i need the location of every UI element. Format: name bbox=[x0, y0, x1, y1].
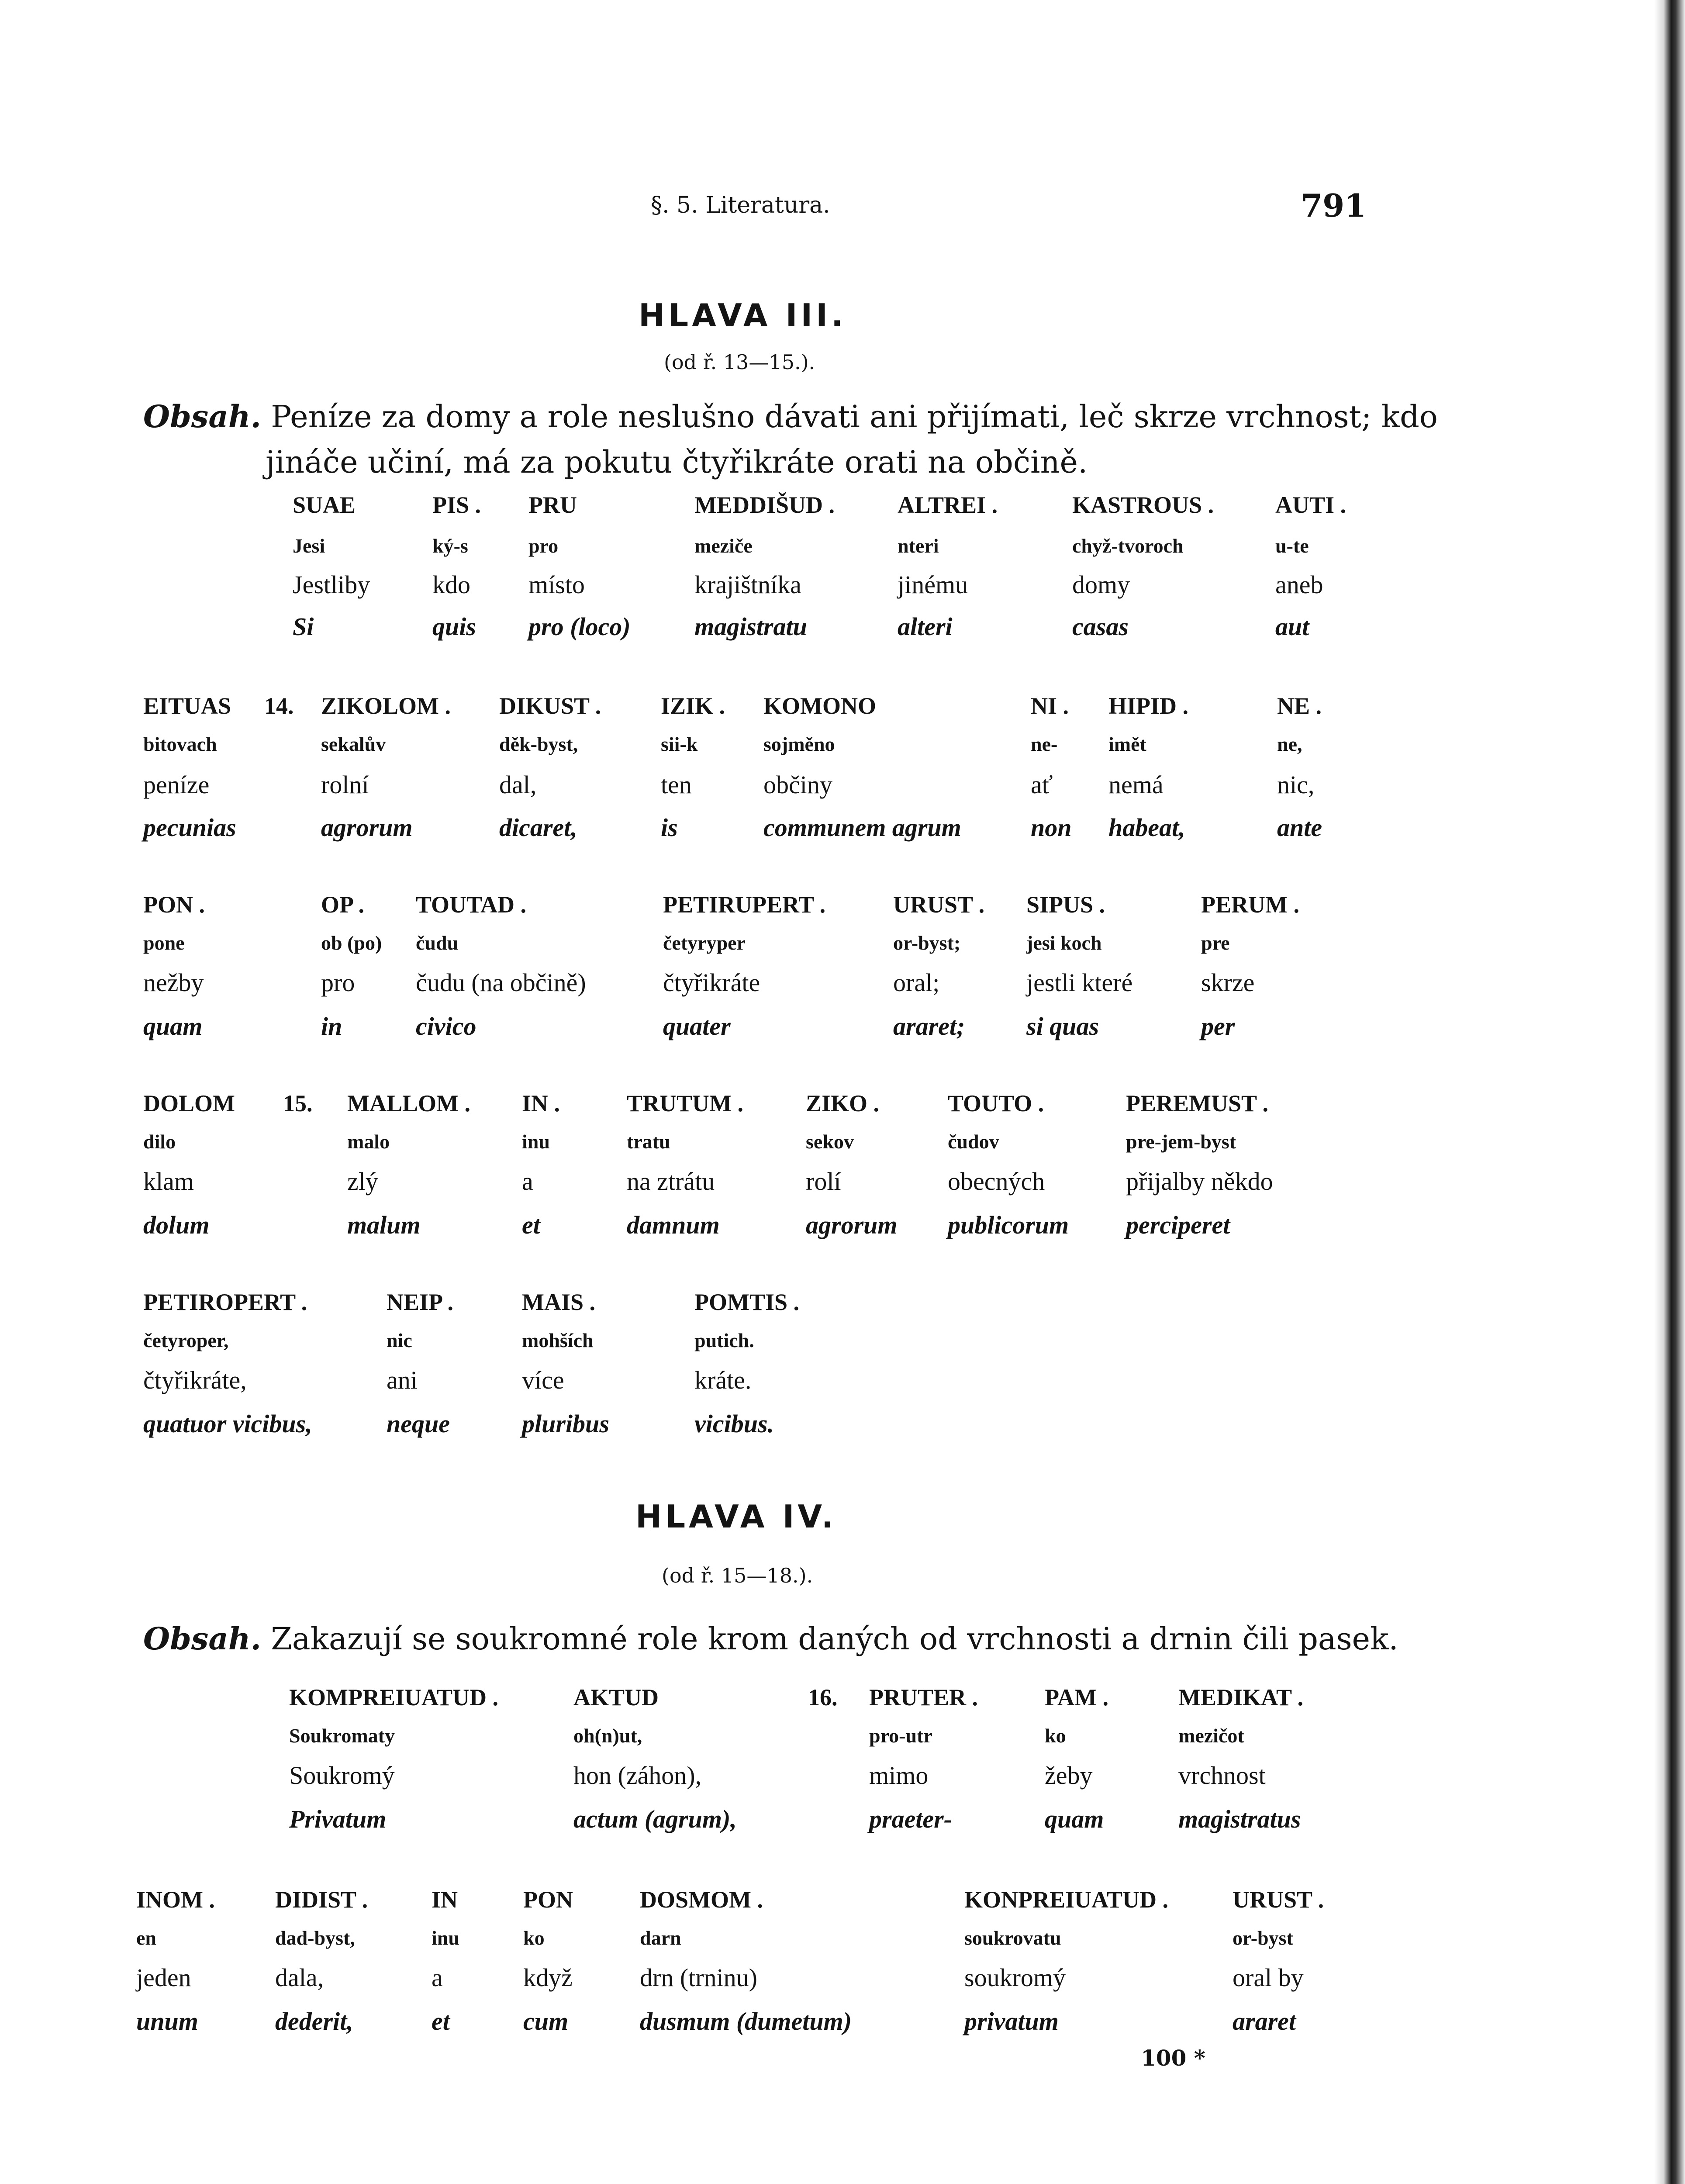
oscan-word: KONPREIUATUD . bbox=[964, 1887, 1169, 1913]
oscan-word: PERUM . bbox=[1201, 892, 1299, 918]
oscan-word: PON bbox=[523, 1887, 573, 1913]
oscan-word: PAM . bbox=[1045, 1684, 1108, 1711]
old-slavic-word: inu bbox=[522, 1130, 550, 1153]
latin-word: quater bbox=[663, 1012, 731, 1040]
oscan-word: EITUAS bbox=[143, 693, 231, 719]
latin-word: quatuor vicibus, bbox=[143, 1410, 312, 1438]
latin-word: Privatum bbox=[289, 1805, 387, 1833]
oscan-word: NE . bbox=[1277, 693, 1322, 719]
czech-word: drn (trninu) bbox=[640, 1963, 757, 1992]
czech-word: zlý bbox=[347, 1167, 378, 1196]
latin-word: praeter- bbox=[869, 1805, 953, 1833]
oscan-word: KASTROUS . bbox=[1072, 492, 1214, 518]
czech-word: ať bbox=[1031, 771, 1053, 799]
old-slavic-word: ko bbox=[523, 1927, 545, 1949]
latin-word: malum bbox=[347, 1211, 421, 1239]
czech-word: nic, bbox=[1277, 771, 1315, 799]
latin-word: araret; bbox=[893, 1012, 965, 1040]
latin-word: ante bbox=[1277, 813, 1322, 842]
oscan-word: SIPUS . bbox=[1026, 892, 1105, 918]
latin-word: agrorum bbox=[806, 1211, 898, 1239]
latin-word: in bbox=[321, 1012, 342, 1040]
czech-word: a bbox=[522, 1167, 533, 1196]
old-slavic-word: mohších bbox=[522, 1329, 594, 1351]
summary-line: Peníze za domy a role neslušno dávati ani přijímati, leč skrze vrchnost; kdo bbox=[271, 399, 1438, 435]
old-slavic-word: nic bbox=[387, 1329, 412, 1351]
old-slavic-word: pre-jem-byst bbox=[1126, 1130, 1236, 1153]
latin-word: alteri bbox=[898, 612, 953, 641]
latin-word: magistratus bbox=[1178, 1805, 1301, 1833]
old-slavic-word: malo bbox=[347, 1130, 390, 1153]
czech-word: soukromý bbox=[964, 1963, 1066, 1992]
latin-word: damnum bbox=[627, 1211, 720, 1239]
old-slavic-word: jesi koch bbox=[1026, 932, 1102, 954]
oscan-word: HIPID . bbox=[1108, 693, 1189, 719]
old-slavic-word: soukrovatu bbox=[964, 1927, 1061, 1949]
latin-word: quam bbox=[1045, 1805, 1104, 1833]
latin-word: aut bbox=[1275, 612, 1309, 641]
oscan-word: DIKUST . bbox=[499, 693, 601, 719]
czech-word: nežby bbox=[143, 968, 204, 997]
old-slavic-word: chyž-tvoroch bbox=[1072, 535, 1184, 557]
latin-word: privatum bbox=[964, 2007, 1059, 2035]
latin-word: Si bbox=[293, 612, 314, 641]
latin-word: publicorum bbox=[948, 1211, 1069, 1239]
latin-word: et bbox=[432, 2007, 450, 2035]
oscan-word: IN bbox=[432, 1887, 458, 1913]
summary-label: Obsah. bbox=[143, 1621, 261, 1657]
old-slavic-word: pone bbox=[143, 932, 185, 954]
czech-word: Soukromý bbox=[289, 1761, 395, 1790]
latin-word: perciperet bbox=[1126, 1211, 1230, 1239]
old-slavic-word: en bbox=[136, 1927, 156, 1949]
czech-word: hon (záhon), bbox=[573, 1761, 702, 1790]
old-slavic-word: oh(n)ut, bbox=[573, 1724, 642, 1747]
chapter-title: HLAVA IV. bbox=[635, 1498, 837, 1535]
latin-word: communem agrum bbox=[763, 813, 961, 842]
line-number: 16. bbox=[808, 1684, 838, 1711]
czech-word: dal, bbox=[499, 771, 537, 799]
old-slavic-word: u-te bbox=[1275, 535, 1309, 557]
czech-word: čtyřikráte bbox=[663, 968, 760, 997]
chapter-summary bbox=[143, 394, 1438, 439]
latin-word: agrorum bbox=[321, 813, 413, 842]
old-slavic-word: četyryper bbox=[663, 932, 746, 954]
summary-line: Zakazují se soukromné role krom daných od vrchnosti a drnin čili pasek. bbox=[271, 1621, 1398, 1657]
latin-word: si quas bbox=[1026, 1012, 1099, 1040]
latin-word: dolum bbox=[143, 1211, 210, 1239]
czech-word: čudu (na občině) bbox=[416, 968, 586, 997]
old-slavic-word: sojměno bbox=[763, 733, 835, 755]
czech-word: peníze bbox=[143, 771, 210, 799]
czech-word: přijalby někdo bbox=[1126, 1167, 1273, 1196]
czech-word: nemá bbox=[1108, 771, 1164, 799]
old-slavic-word: ob (po) bbox=[321, 932, 382, 954]
old-slavic-word: čudov bbox=[948, 1130, 999, 1153]
czech-word: na ztrátu bbox=[627, 1167, 715, 1196]
old-slavic-word: dilo bbox=[143, 1130, 176, 1153]
czech-word: klam bbox=[143, 1167, 194, 1196]
oscan-word: PETIRUPERT . bbox=[663, 892, 826, 918]
czech-word: vrchnost bbox=[1178, 1761, 1266, 1790]
czech-word: když bbox=[523, 1963, 573, 1992]
old-slavic-word: putich. bbox=[694, 1329, 754, 1351]
old-slavic-word: meziče bbox=[694, 535, 753, 557]
oscan-word: PETIROPERT . bbox=[143, 1289, 307, 1315]
czech-word: obecných bbox=[948, 1167, 1045, 1196]
czech-word: krajištníka bbox=[694, 570, 801, 599]
latin-word: araret bbox=[1233, 2007, 1296, 2035]
chapter-title: HLAVA III. bbox=[639, 297, 847, 334]
running-head: §. 5. Literatura. bbox=[651, 192, 830, 218]
oscan-word: ZIKOLOM . bbox=[321, 693, 451, 719]
old-slavic-word: četyroper, bbox=[143, 1329, 229, 1351]
czech-word: rolní bbox=[321, 771, 369, 799]
latin-word: magistratu bbox=[694, 612, 807, 641]
czech-word: jeden bbox=[136, 1963, 191, 1992]
old-slavic-word: ne- bbox=[1031, 733, 1058, 755]
old-slavic-word: or-byst; bbox=[893, 932, 961, 954]
oscan-word: MALLOM . bbox=[347, 1090, 470, 1116]
old-slavic-word: inu bbox=[432, 1927, 459, 1949]
latin-word: vicibus. bbox=[694, 1410, 774, 1438]
old-slavic-word: sekov bbox=[806, 1130, 854, 1153]
oscan-word: POMTIS . bbox=[694, 1289, 800, 1315]
oscan-word: NI . bbox=[1031, 693, 1069, 719]
czech-word: jinému bbox=[898, 570, 968, 599]
latin-word: casas bbox=[1072, 612, 1129, 641]
page-edge-shadow bbox=[1654, 0, 1685, 2184]
old-slavic-word: pro bbox=[528, 535, 559, 557]
oscan-word: MEDDIŠUD . bbox=[694, 492, 835, 518]
old-slavic-word: ne, bbox=[1277, 733, 1302, 755]
chapter-range: (od ř. 15—18.). bbox=[662, 1564, 813, 1587]
oscan-word: OP . bbox=[321, 892, 365, 918]
latin-word: non bbox=[1031, 813, 1072, 842]
czech-word: občiny bbox=[763, 771, 832, 799]
oscan-word: IN . bbox=[522, 1090, 560, 1116]
oscan-word: PEREMUST . bbox=[1126, 1090, 1269, 1116]
czech-word: kráte. bbox=[694, 1366, 752, 1394]
latin-word: quam bbox=[143, 1012, 203, 1040]
latin-word: pecunias bbox=[143, 813, 236, 842]
oscan-word: DOLOM bbox=[143, 1090, 235, 1116]
oscan-word: KOMPREIUATUD . bbox=[289, 1684, 498, 1711]
oscan-word: SUAE bbox=[293, 492, 356, 518]
oscan-word: URUST . bbox=[893, 892, 985, 918]
signature-mark: 100 * bbox=[1141, 2045, 1205, 2071]
old-slavic-word: čudu bbox=[416, 932, 459, 954]
czech-word: skrze bbox=[1201, 968, 1255, 997]
czech-word: domy bbox=[1072, 570, 1130, 599]
chapter-summary bbox=[143, 1616, 1398, 1662]
old-slavic-word: děk-byst, bbox=[499, 733, 578, 755]
oscan-word: AUTI . bbox=[1275, 492, 1347, 518]
old-slavic-word: nteri bbox=[898, 535, 939, 557]
oscan-word: NEIP . bbox=[387, 1289, 454, 1315]
oscan-word: PRUTER . bbox=[869, 1684, 978, 1711]
oscan-word: KOMONO bbox=[763, 693, 876, 719]
old-slavic-word: ko bbox=[1045, 1724, 1066, 1747]
latin-word: dusmum (dumetum) bbox=[640, 2007, 852, 2035]
oscan-word: ZIKO . bbox=[806, 1090, 880, 1116]
latin-word: pro (loco) bbox=[528, 612, 631, 641]
old-slavic-word: sekalův bbox=[321, 733, 386, 755]
oscan-word: PIS . bbox=[432, 492, 481, 518]
page-number: 791 bbox=[1301, 187, 1367, 224]
latin-word: et bbox=[522, 1211, 540, 1239]
latin-word: dederit, bbox=[275, 2007, 353, 2035]
latin-word: per bbox=[1201, 1012, 1235, 1040]
old-slavic-word: mezičot bbox=[1178, 1724, 1244, 1747]
latin-word: civico bbox=[416, 1012, 476, 1040]
latin-word: pluribus bbox=[522, 1410, 609, 1438]
czech-word: Jestliby bbox=[293, 570, 370, 599]
czech-word: aneb bbox=[1275, 570, 1323, 599]
latin-word: quis bbox=[432, 612, 476, 641]
czech-word: žeby bbox=[1045, 1761, 1093, 1790]
czech-word: mimo bbox=[869, 1761, 929, 1790]
latin-word: dicaret, bbox=[499, 813, 577, 842]
oscan-word: TOUTO . bbox=[948, 1090, 1044, 1116]
oscan-word: TRUTUM . bbox=[627, 1090, 743, 1116]
latin-word: habeat, bbox=[1108, 813, 1185, 842]
old-slavic-word: Jesi bbox=[293, 535, 325, 557]
old-slavic-word: ký-s bbox=[432, 535, 468, 557]
czech-word: dala, bbox=[275, 1963, 324, 1992]
old-slavic-word: dad-byst, bbox=[275, 1927, 355, 1949]
latin-word: unum bbox=[136, 2007, 198, 2035]
old-slavic-word: imět bbox=[1108, 733, 1146, 755]
oscan-word: MEDIKAT . bbox=[1178, 1684, 1304, 1711]
old-slavic-word: bitovach bbox=[143, 733, 217, 755]
czech-word: kdo bbox=[432, 570, 470, 599]
old-slavic-word: tratu bbox=[627, 1130, 670, 1153]
latin-word: actum (agrum), bbox=[573, 1805, 737, 1833]
czech-word: ten bbox=[661, 771, 692, 799]
oscan-word: AKTUD bbox=[573, 1684, 659, 1711]
latin-word: neque bbox=[387, 1410, 450, 1438]
latin-word: is bbox=[661, 813, 678, 842]
oscan-word: ALTREI . bbox=[898, 492, 998, 518]
oscan-word: TOUTAD . bbox=[416, 892, 527, 918]
oscan-word: PRU bbox=[528, 492, 577, 518]
oscan-word: DIDIST . bbox=[275, 1887, 368, 1913]
czech-word: a bbox=[432, 1963, 443, 1992]
oscan-word: URUST . bbox=[1233, 1887, 1324, 1913]
old-slavic-word: Soukromaty bbox=[289, 1724, 395, 1747]
summary-label: Obsah. bbox=[143, 398, 261, 435]
old-slavic-word: pre bbox=[1201, 932, 1230, 954]
old-slavic-word: pro-utr bbox=[869, 1724, 932, 1747]
oscan-word: IZIK . bbox=[661, 693, 725, 719]
oscan-word: INOM . bbox=[136, 1887, 215, 1913]
summary-line: jináče učiní, má za pokutu čtyřikráte orati na občině. bbox=[266, 444, 1088, 480]
old-slavic-word: darn bbox=[640, 1927, 681, 1949]
czech-word: místo bbox=[528, 570, 585, 599]
czech-word: jestli které bbox=[1026, 968, 1133, 997]
old-slavic-word: or-byst bbox=[1233, 1927, 1293, 1949]
czech-word: čtyřikráte, bbox=[143, 1366, 247, 1394]
czech-word: více bbox=[522, 1366, 564, 1394]
line-number: 15. bbox=[283, 1090, 313, 1116]
old-slavic-word: sii-k bbox=[661, 733, 698, 755]
oscan-word: MAIS . bbox=[522, 1289, 596, 1315]
czech-word: rolí bbox=[806, 1167, 841, 1196]
czech-word: oral; bbox=[893, 968, 940, 997]
latin-word: cum bbox=[523, 2007, 569, 2035]
oscan-word: DOSMOM . bbox=[640, 1887, 763, 1913]
chapter-range: (od ř. 13—15.). bbox=[664, 350, 815, 374]
czech-word: oral by bbox=[1233, 1963, 1304, 1992]
oscan-word: PON . bbox=[143, 892, 205, 918]
czech-word: ani bbox=[387, 1366, 418, 1394]
line-number: 14. bbox=[264, 693, 294, 719]
czech-word: pro bbox=[321, 968, 355, 997]
